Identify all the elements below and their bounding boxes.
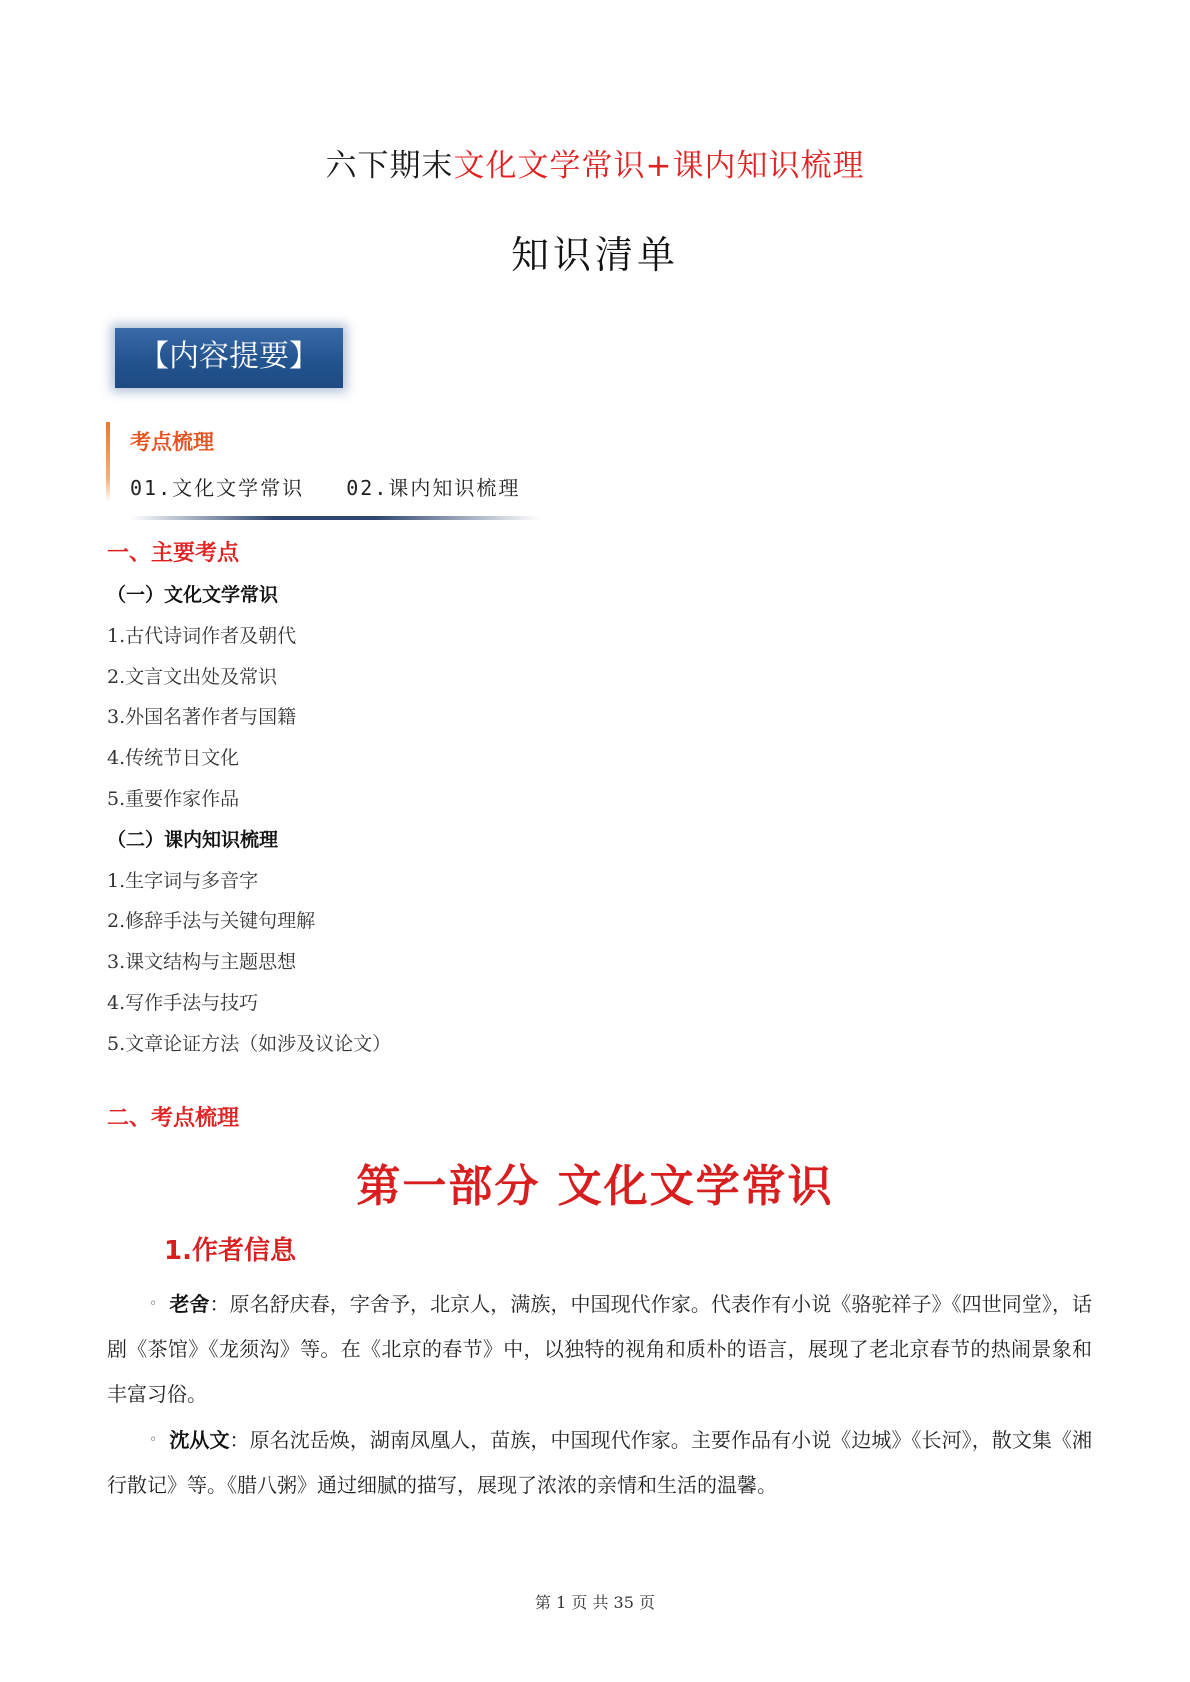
- bullet-icon: ◦: [149, 1432, 158, 1448]
- sub2-item: 1.生字词与多音字: [107, 870, 259, 892]
- sub2-item: 4.写作手法与技巧: [107, 992, 259, 1014]
- sub1-item: 3.外国名著作者与国籍: [107, 706, 297, 728]
- author-description: ：原名舒庆春，字舍予，北京人，满族，中国现代作家。代表作有小说《骆驼祥子》《四世同堂》，话剧《茶馆》《龙须沟》等。在《北京的春节》中，以独特的视角和质朴的语言，展现了老北京春节的热闹景象和丰富习俗。: [107, 1292, 1093, 1406]
- sub2-heading: （二）课内知识梳理: [107, 829, 279, 851]
- document-subtitle: 知识清单: [510, 233, 679, 277]
- document-title: [0, 140, 1190, 185]
- sub1-item: 1.古代诗词作者及朝代: [107, 625, 297, 647]
- kaodian-divider: [130, 516, 540, 520]
- author-name: 老舍: [169, 1292, 210, 1316]
- title-highlight: 文化文学常识+课内知识梳理: [453, 148, 865, 184]
- bullet-icon: ◦: [149, 1296, 158, 1312]
- sub2-item: 5.文章论证方法（如涉及议论文）: [107, 1033, 392, 1055]
- part-title: 第一部分 文化文学常识: [356, 1161, 834, 1212]
- sub1-heading: （一）文化文学常识: [107, 584, 279, 606]
- author-name: 沈从文: [169, 1428, 230, 1452]
- kaodian-accent-bar: [106, 422, 110, 502]
- author-entry-laoshe: [107, 1282, 1092, 1417]
- author-entry-shencongwen: [107, 1418, 1092, 1508]
- content-summary-banner: 【内容提要】: [115, 328, 343, 388]
- sub1-item: 2.文言文出处及常识: [107, 666, 278, 688]
- sub1-item: 5.重要作家作品: [107, 788, 240, 810]
- author-description: ：原名沈岳焕，湖南凤凰人，苗族，中国现代作家。主要作品有小说《边城》《长河》，散文集《湘行散记》等。《腊八粥》通过细腻的描写，展现了浓浓的亲情和生活的温馨。: [107, 1428, 1093, 1497]
- author-section-title: 1.作者信息: [164, 1236, 296, 1266]
- title-prefix: 六下期末: [325, 148, 454, 184]
- sub2-item: 3.课文结构与主题思想: [107, 951, 297, 973]
- kaodian-title: 考点梳理: [130, 430, 214, 454]
- kaodian-items: 01.文化文学常识 02.课内知识梳理: [130, 476, 521, 500]
- sub1-item: 4.传统节日文化: [107, 747, 240, 769]
- page-footer: 第 1 页 共 35 页: [535, 1593, 655, 1612]
- section1-heading: 一、主要考点: [107, 541, 240, 566]
- sub2-item: 2.修辞手法与关键句理解: [107, 910, 316, 932]
- section2-heading: 二、考点梳理: [107, 1106, 240, 1131]
